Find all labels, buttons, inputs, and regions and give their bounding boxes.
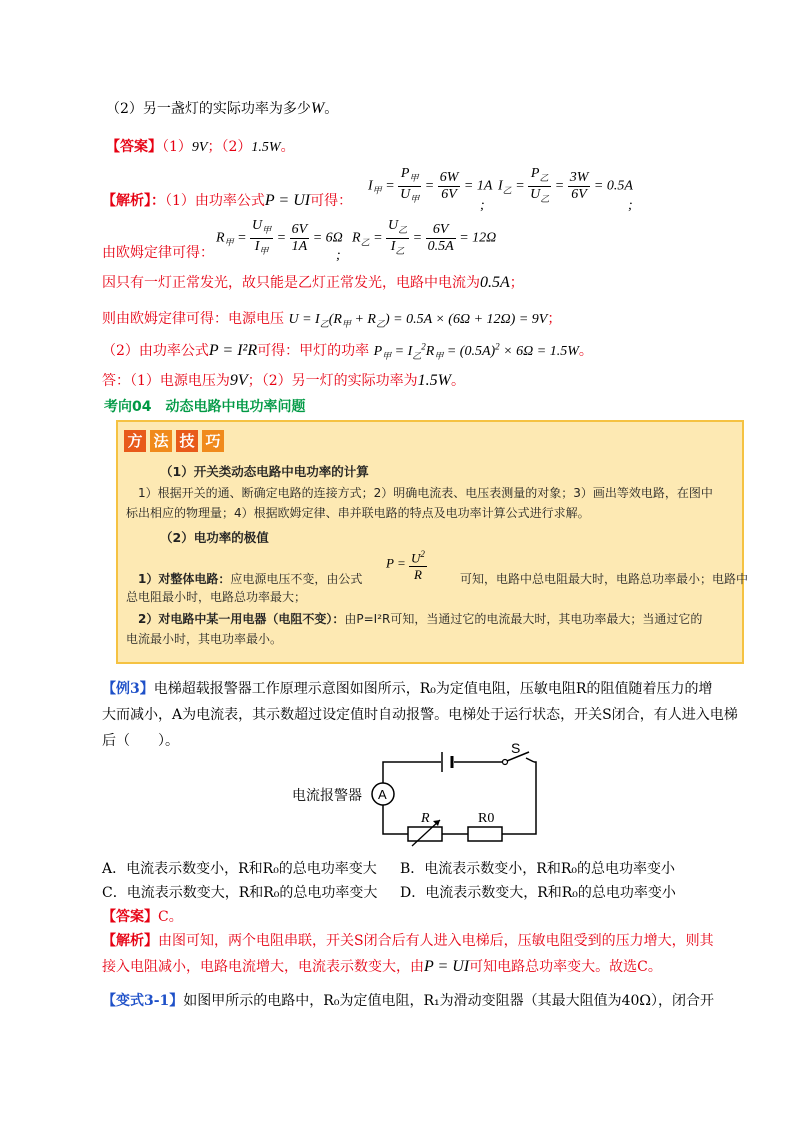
method-paragraph: 可知，电路中总电阻最大时，电路总功率最小；电路中 [460,572,749,586]
semicolon: ; [628,198,633,213]
formula-resistance-jia: $R_甲$ = $\frac{U_甲}{I_甲}$ = $\frac{6V}{1A}$ = 6Ω [216,218,343,256]
variant-line: 【变式3-1】如图甲所示的电路中，R₀为定值电阻，R₁为滑动变阻器（其最大阻值为40Ω），闭合开 [102,993,715,1009]
analysis-line-1: 【解析】：（1）由功率公式P = UI可得： [102,192,353,209]
source-voltage-line: 则由欧姆定律可得：电源电压 $U = I_乙(R_甲 + R_乙) = 0.5A \times (6\Omega + 12\Omega) = 9V$； [102,311,562,329]
method-paragraph: 电流最小时，其电功率最小。 [126,632,283,646]
switch-icon [503,760,508,765]
option-b: B．电流表示数变小，R和R₀的总电功率变小 [400,861,675,877]
method-badge: 巧 [202,430,224,452]
svg-text:A: A [378,787,387,802]
power-line: （2）由功率公式P = I²R可得：甲灯的功率 $P_甲 = I_乙^2R_甲 = (0.5A)^2 \times 6\Omega = 1.5W$。 [102,341,593,361]
method-heading-1: （1）开关类动态电路中电功率的计算 [160,464,369,479]
power-formula: P = $\frac{U^2}{R}$ [386,546,427,583]
method-paragraph: 总电阻最小时，电路总功率最大； [126,590,307,604]
example-line-2: 大而减小，A为电流表，其示数超过设定值时自动报警。电梯处于运行状态，开关S闭合，有人进入电梯 [102,707,738,723]
final-answer-line: 答：（1）电源电压为9V；（2）另一灯的实际功率为1.5W。 [102,372,465,389]
method-paragraph: 2）对电路中某一用电器（电阻不变）：由P=I²R可知，当通过它的电流最大时，其电功率最大；当通过它的 [138,612,703,626]
option-d: D．电流表示数变大，R和R₀的总电功率变小 [400,885,676,901]
section-title: 考向04 动态电路中电功率问题 [104,399,306,415]
resistor-icon [468,827,502,841]
method-paragraph: 1）对整体电路：应电源电压不变，由公式 [138,572,363,586]
example-line-1: 【例3】电梯超载报警器工作原理示意图如图所示，R₀为定值电阻，压敏电阻R的阻值随着压力的增 [102,681,713,697]
ohm-law-label: 由欧姆定律可得： [102,245,214,261]
option-c: C．电流表示数变大，R和R₀的总电功率变大 [102,885,378,901]
question-2-line: （2）另一盏灯的实际功率为多少W。 [106,100,339,117]
method-paragraph: 1）根据开关的通、断确定电路的连接方式；2）明确电流表、电压表测量的对象；3）画出等效电路，在图中 [138,486,713,500]
example-answer: 【答案】C。 [102,909,183,925]
option-a: A．电流表示数变小，R和R₀的总电功率变大 [102,861,377,877]
svg-text:R: R [421,811,430,826]
answer-line: 【答案】（1）9V；（2）1.5W。 [106,139,295,155]
method-paragraph: 标出相应的物理量；4）根据欧姆定律、串并联电路的特点及电功率计算公式进行求解。 [126,506,590,520]
svg-text:电流报警器: 电流报警器 [292,788,362,804]
example-line-3: 后（ ）。 [102,733,179,749]
method-heading-2: （2）电功率的极值 [160,530,269,545]
example-analysis-1: 【解析】由图可知，两个电阻串联，开关S闭合后有人进入电梯后，压敏电阻受到的压力增大，则其 [102,933,714,949]
method-badge: 方 [124,430,146,452]
formula-resistance-yi: $R_乙$ = $\frac{U_乙}{I_乙}$ = $\frac{6V}{0.5A}$ = 12Ω [352,218,497,256]
svg-text:S: S [511,742,521,756]
formula-current-jia: $I_甲$ = $\frac{P_甲}{U_甲}$ = $\frac{6W}{6V}$ = 1A [368,166,493,204]
semicolon: ; [480,198,485,213]
circuit-diagram [280,742,560,848]
method-badge: 法 [150,430,172,452]
method-tips-box [116,420,749,664]
example-analysis-2: 接入电阻减小，电路电流增大，电流表示数变大，由P = UI可知电路总功率变大。故选C。 [102,958,662,975]
svg-text:R0: R0 [478,811,495,826]
semicolon: ; [336,248,341,263]
method-badge: 技 [176,430,198,452]
formula-current-yi: $I_乙$ = $\frac{P_乙}{U_乙}$ = $\frac{3W}{6V}$ = 0.5A [498,166,633,204]
only-one-lamp-line: 因只有一灯正常发光，故只能是乙灯正常发光，电路中电流为0.5A； [102,274,524,291]
